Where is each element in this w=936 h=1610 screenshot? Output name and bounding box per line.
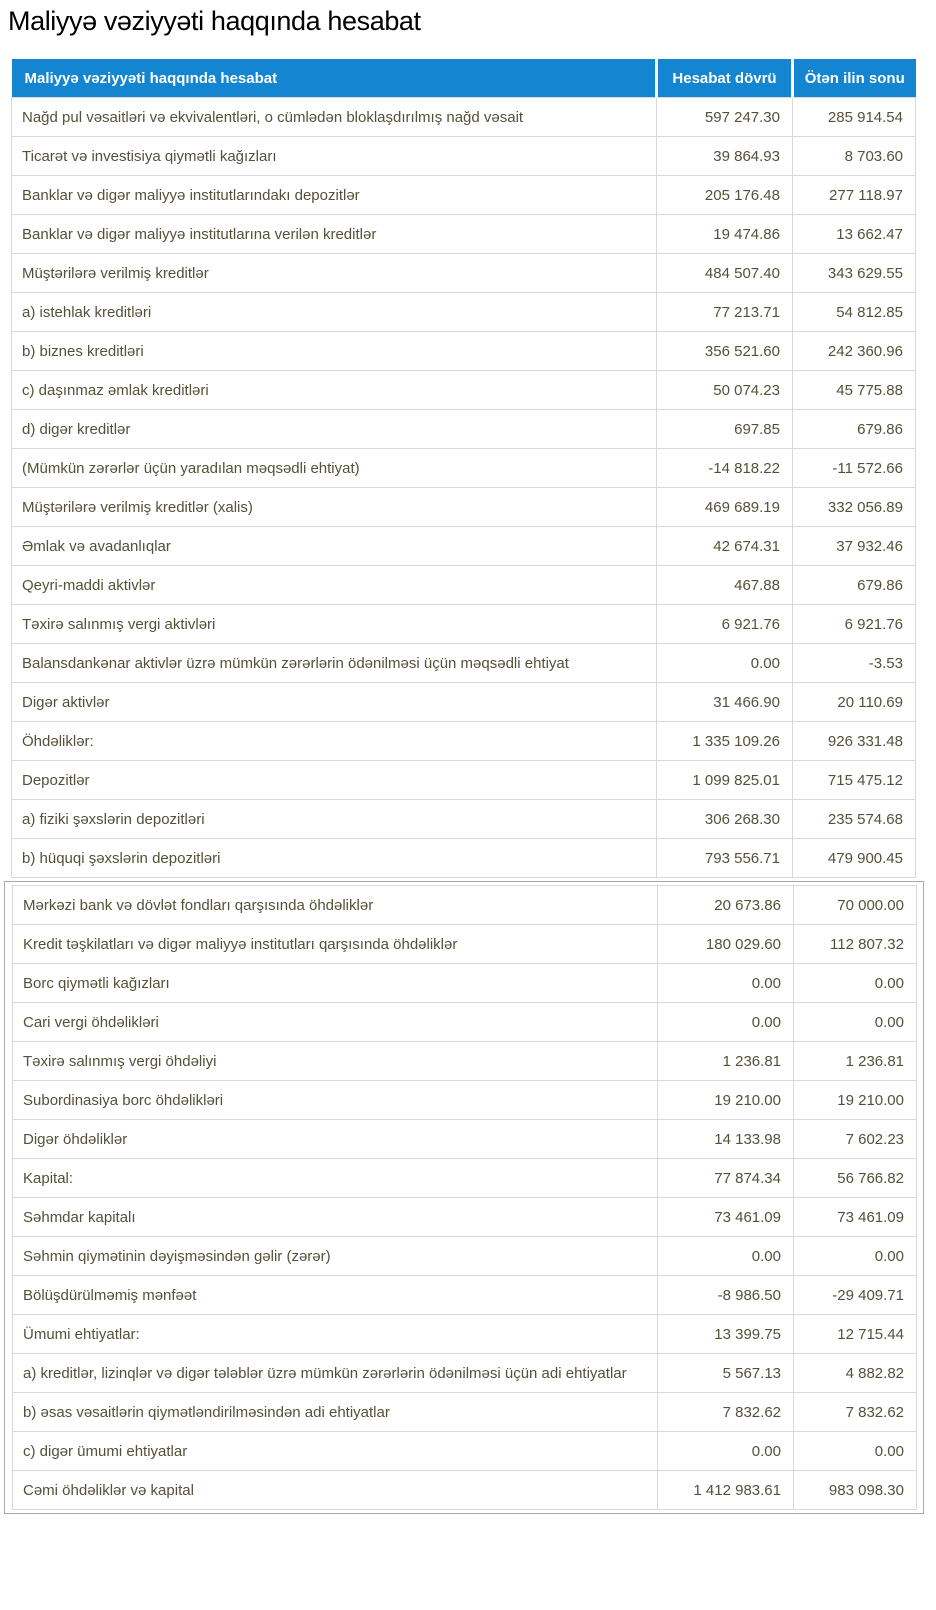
page-title: Maliyyə vəziyyəti haqqında hesabat [8,6,421,36]
row-previous-value: 1 236.81 [794,1042,917,1081]
row-label: Ümumi ehtiyatlar: [13,1315,658,1354]
row-previous-value: 0.00 [794,1003,917,1042]
table-row [12,488,916,527]
row-label: Banklar və digər maliyyə institutlarındakı depozitlər [12,176,657,215]
row-previous-value: 56 766.82 [794,1159,917,1198]
table-row [13,1003,917,1042]
row-current-value: 306 268.30 [657,800,793,839]
table-row [12,293,916,332]
header-title-cell: Maliyyə vəziyyəti haqqında hesabat [12,59,657,98]
table-row [12,761,916,800]
row-label: Qeyri-maddi aktivlər [12,566,657,605]
row-previous-value: 45 775.88 [793,371,916,410]
table-row [12,410,916,449]
row-label: Cəmi öhdəliklər və kapital [13,1471,658,1510]
row-previous-value: 0.00 [794,964,917,1003]
table-row [13,1315,917,1354]
row-previous-value: 235 574.68 [793,800,916,839]
row-label: b) hüquqi şəxslərin depozitləri [12,839,657,878]
table-row [13,1081,917,1120]
table-row [12,722,916,761]
table-row [12,683,916,722]
row-label: Səhmdar kapitalı [13,1198,658,1237]
row-current-value: 0.00 [658,964,794,1003]
row-current-value: 793 556.71 [657,839,793,878]
row-current-value: 697.85 [657,410,793,449]
header-current-period-cell: Hesabat dövrü [657,59,793,98]
table-row [12,527,916,566]
row-current-value: 7 832.62 [658,1393,794,1432]
row-previous-value: 679.86 [793,410,916,449]
row-current-value: -8 986.50 [658,1276,794,1315]
row-label: Subordinasiya borc öhdəlikləri [13,1081,658,1120]
row-previous-value: 285 914.54 [793,98,916,137]
row-previous-value: 715 475.12 [793,761,916,800]
table-row [12,839,916,878]
table-row [13,1276,917,1315]
row-current-value: 356 521.60 [657,332,793,371]
table-row [13,1354,917,1393]
table-row [12,137,916,176]
row-previous-value: 983 098.30 [794,1471,917,1510]
row-current-value: 1 236.81 [658,1042,794,1081]
row-previous-value: 8 703.60 [793,137,916,176]
row-current-value: 205 176.48 [657,176,793,215]
row-current-value: 1 099 825.01 [657,761,793,800]
row-label: Öhdəliklər: [12,722,657,761]
table-row [12,605,916,644]
row-current-value: 5 567.13 [658,1354,794,1393]
table-row [13,1471,917,1510]
row-label: c) daşınmaz əmlak kreditləri [12,371,657,410]
table-row [12,371,916,410]
row-previous-value: 20 110.69 [793,683,916,722]
row-label: Mərkəzi bank və dövlət fondları qarşısında öhdəliklər [13,886,658,925]
row-previous-value: 7 832.62 [794,1393,917,1432]
row-label: a) kreditlər, lizinqlər və digər tələblər üzrə mümkün zərərlərin ödənilməsi üçün adi ehtiyatlar [13,1354,658,1393]
row-label: a) fiziki şəxslərin depozitləri [12,800,657,839]
row-label: Depozitlər [12,761,657,800]
row-current-value: 50 074.23 [657,371,793,410]
table-row [12,98,916,137]
row-label: b) biznes kreditləri [12,332,657,371]
row-label: Digər öhdəliklər [13,1120,658,1159]
row-current-value: -14 818.22 [657,449,793,488]
row-current-value: 73 461.09 [658,1198,794,1237]
table-row [13,964,917,1003]
row-previous-value: 679.86 [793,566,916,605]
row-previous-value: 277 118.97 [793,176,916,215]
table-row [13,1237,917,1276]
row-current-value: 19 474.86 [657,215,793,254]
table-row [13,925,917,964]
row-label: Kredit təşkilatları və digər maliyyə institutları qarşısında öhdəliklər [13,925,658,964]
table-row [13,1393,917,1432]
row-previous-value: 6 921.76 [793,605,916,644]
row-previous-value: 13 662.47 [793,215,916,254]
row-current-value: 0.00 [657,644,793,683]
financial-table-liabilities [12,885,917,1510]
row-label: Ticarət və investisiya qiymətli kağızları [12,137,657,176]
row-previous-value: -29 409.71 [794,1276,917,1315]
row-previous-value: 332 056.89 [793,488,916,527]
row-previous-value: -3.53 [793,644,916,683]
table-row [13,1432,917,1471]
row-previous-value: 12 715.44 [794,1315,917,1354]
row-current-value: 597 247.30 [657,98,793,137]
row-label: d) digər kreditlər [12,410,657,449]
row-previous-value: 479 900.45 [793,839,916,878]
row-current-value: 77 213.71 [657,293,793,332]
row-label: a) istehlak kreditləri [12,293,657,332]
row-previous-value: 0.00 [794,1432,917,1471]
row-previous-value: 4 882.82 [794,1354,917,1393]
row-label: Bölüşdürülməmiş mənfəət [13,1276,658,1315]
row-label: (Mümkün zərərlər üçün yaradılan məqsədli ehtiyat) [12,449,657,488]
row-label: Nağd pul vəsaitləri və ekvivalentləri, o cümlədən bloklaşdırılmış nağd vəsait [12,98,657,137]
row-current-value: 20 673.86 [658,886,794,925]
row-label: Cari vergi öhdəlikləri [13,1003,658,1042]
row-current-value: 39 864.93 [657,137,793,176]
row-current-value: 19 210.00 [658,1081,794,1120]
row-previous-value: 70 000.00 [794,886,917,925]
row-current-value: 0.00 [658,1003,794,1042]
row-label: Digər aktivlər [12,683,657,722]
row-label: Banklar və digər maliyyə institutlarına verilən kreditlər [12,215,657,254]
financial-table-assets [11,59,916,878]
row-previous-value: 73 461.09 [794,1198,917,1237]
row-current-value: 1 412 983.61 [658,1471,794,1510]
table-row [12,449,916,488]
row-label: Təxirə salınmış vergi öhdəliyi [13,1042,658,1081]
row-label: Əmlak və avadanlıqlar [12,527,657,566]
table-row [13,886,917,925]
row-current-value: 0.00 [658,1237,794,1276]
liabilities-rows [13,886,917,1510]
row-current-value: 180 029.60 [658,925,794,964]
row-previous-value: 112 807.32 [794,925,917,964]
table-row [13,1159,917,1198]
assets-rows [12,98,916,878]
row-current-value: 469 689.19 [657,488,793,527]
row-label: Müştərilərə verilmiş kreditlər (xalis) [12,488,657,527]
row-label: c) digər ümumi ehtiyatlar [13,1432,658,1471]
row-current-value: 31 466.90 [657,683,793,722]
table-row [12,566,916,605]
header-previous-period-cell: Ötən ilin sonu [793,59,916,98]
row-previous-value: 37 932.46 [793,527,916,566]
table-row [12,176,916,215]
table-row [13,1042,917,1081]
liabilities-section-container [4,881,924,1514]
table-row [12,254,916,293]
row-current-value: 6 921.76 [657,605,793,644]
row-current-value: 484 507.40 [657,254,793,293]
row-previous-value: 242 360.96 [793,332,916,371]
row-previous-value: 343 629.55 [793,254,916,293]
row-label: Borc qiymətli kağızları [13,964,658,1003]
row-current-value: 467.88 [657,566,793,605]
row-label: Kapital: [13,1159,658,1198]
table-row [12,644,916,683]
row-label: Təxirə salınmış vergi aktivləri [12,605,657,644]
table-row [13,1198,917,1237]
row-current-value: 42 674.31 [657,527,793,566]
row-previous-value: 7 602.23 [794,1120,917,1159]
table-header-row [12,59,916,98]
table-row [12,332,916,371]
row-previous-value: 926 331.48 [793,722,916,761]
row-previous-value: 19 210.00 [794,1081,917,1120]
row-label: Müştərilərə verilmiş kreditlər [12,254,657,293]
row-label: Səhmin qiymətinin dəyişməsindən gəlir (zərər) [13,1237,658,1276]
row-current-value: 1 335 109.26 [657,722,793,761]
table-row [12,800,916,839]
row-current-value: 13 399.75 [658,1315,794,1354]
row-previous-value: -11 572.66 [793,449,916,488]
row-current-value: 0.00 [658,1432,794,1471]
table-row [12,215,916,254]
row-previous-value: 0.00 [794,1237,917,1276]
row-current-value: 77 874.34 [658,1159,794,1198]
row-label: Balansdankənar aktivlər üzrə mümkün zərərlərin ödənilməsi üçün məqsədli ehtiyat [12,644,657,683]
row-previous-value: 54 812.85 [793,293,916,332]
table-row [13,1120,917,1159]
row-label: b) əsas vəsaitlərin qiymətləndirilməsindən adi ehtiyatlar [13,1393,658,1432]
row-current-value: 14 133.98 [658,1120,794,1159]
